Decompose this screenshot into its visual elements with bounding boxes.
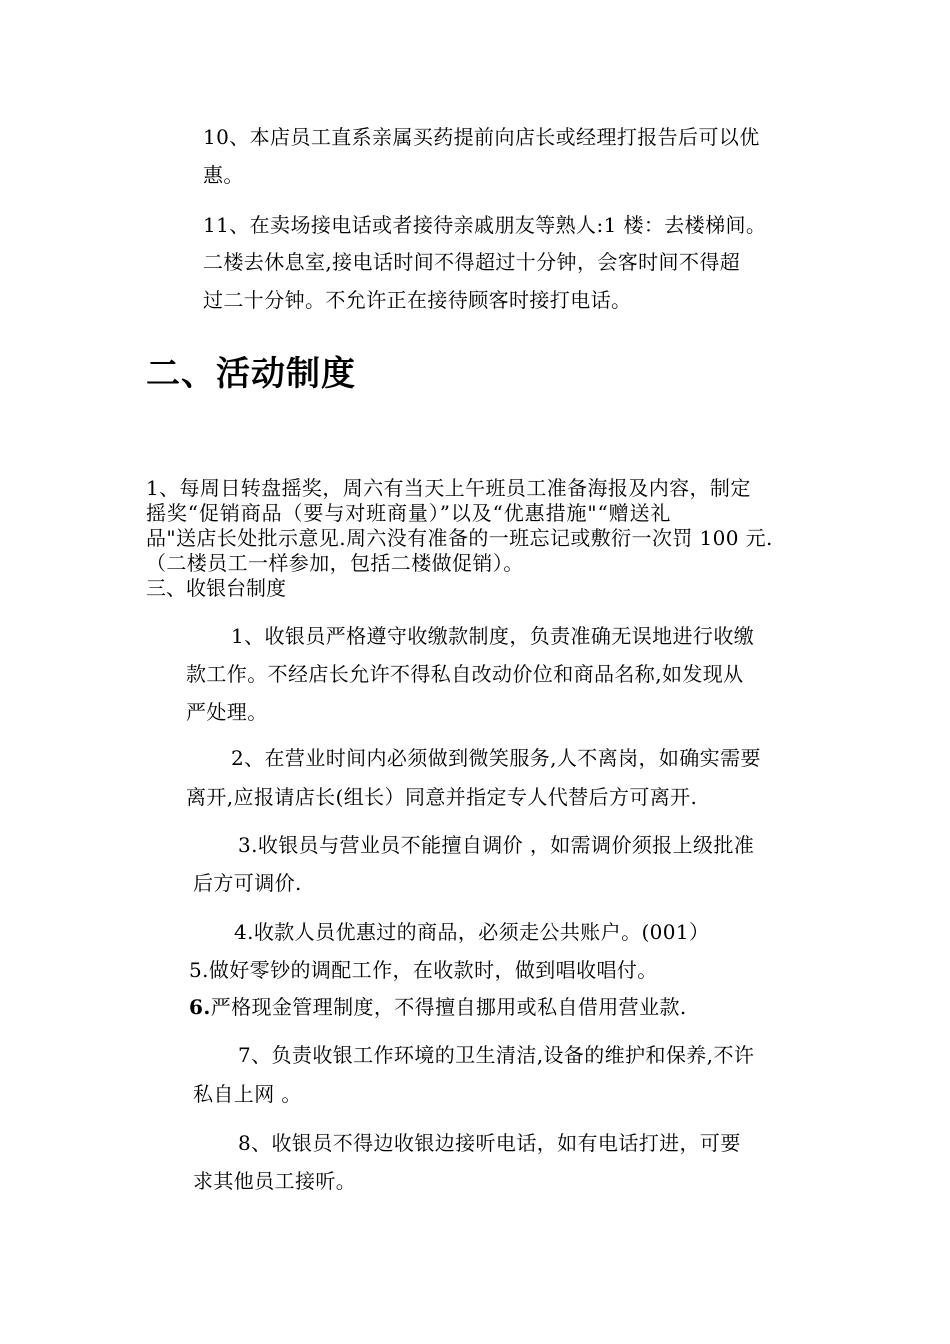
cashier-item8-line2: 求其他员工接听。 [193, 1169, 357, 1193]
cashier-item3-line2: 后方可调价. [193, 871, 302, 895]
activity-item1-line4: （二楼员工一样参加，包括二楼做促销）。 [146, 551, 524, 575]
cashier-item4: 4.收款人员优惠过的商品，必须走公共账户。(001） [234, 920, 710, 944]
item11-line3: 过二十分钟。不允许正在接待顾客时接打电话。 [203, 288, 632, 312]
cashier-item7-line1: 7、负责收银工作环境的卫生清洁,设备的维护和保养,不许 [238, 1043, 755, 1067]
cashier-item5: 5.做好零钞的调配工作，在收款时，做到唱收唱付。 [189, 958, 658, 982]
activity-item1-line2: 摇奖“促销商品（要与对班商量）”以及“优惠措施"“赠送礼 [146, 501, 672, 525]
item10-line2: 惠。 [203, 163, 244, 187]
cashier-item1-line1: 1、收银员严格遵守收缴款制度，负责准确无误地进行收缴 [231, 624, 755, 648]
cashier-item2-line2: 离开,应报请店长(组长）同意并指定专人代替后方可离开. [186, 785, 698, 809]
section-heading-activity: 二、活动制度 [146, 354, 356, 394]
activity-item1-line3: 品"送店长处批示意见.周六没有准备的一班忘记或敷衍一次罚 100 元. [146, 526, 773, 550]
item11-line2: 二楼去休息室,接电话时间不得超过十分钟，会客时间不得超 [203, 250, 741, 274]
cashier-item1-line2: 款工作。不经店长允许不得私自改动价位和商品名称,如发现从 [186, 662, 744, 686]
cashier-item1-line3: 严处理。 [186, 700, 268, 724]
cashier-item2-line1: 2、在营业时间内必须做到微笑服务,人不离岗，如确实需要 [231, 746, 761, 770]
item11-line1: 11、在卖场接电话或者接待亲戚朋友等熟人:1 楼：去楼梯间。 [203, 213, 767, 237]
cashier-item6-number: 6. [189, 995, 211, 1019]
item10-line1: 10、本店员工直系亲属买药提前向店长或经理打报告后可以优 [203, 125, 760, 149]
activity-item1-line1: 1、每周日转盘摇奖，周六有当天上午班员工准备海报及内容，制定 [146, 476, 751, 500]
cashier-item6-text: 严格现金管理制度，不得擅自挪用或私自借用营业款. [210, 995, 687, 1019]
cashier-item3-line1: 3.收银员与营业员不能擅自调价 ，如需调价须报上级批准 [238, 833, 755, 857]
cashier-item6 [189, 994, 687, 1020]
cashier-item7-line2: 私自上网 。 [193, 1082, 302, 1106]
section-heading-cashier: 三、收银台制度 [146, 576, 286, 600]
cashier-item8-line1: 8、收银员不得边收银边接听电话，如有电话打进，可要 [238, 1131, 741, 1155]
